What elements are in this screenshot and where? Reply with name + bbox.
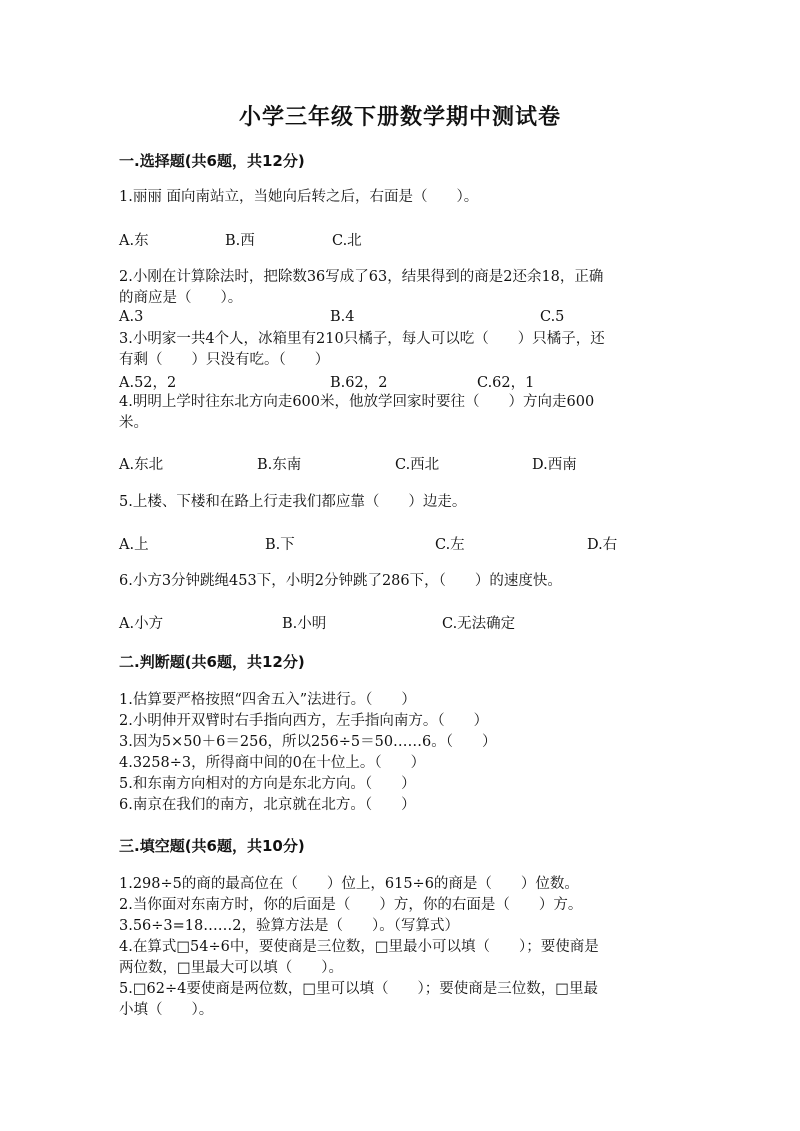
question-text: 3.小明家一共4个人，冰箱里有210只橘子，每人可以吃（ ）只橘子，还 [119, 331, 605, 347]
question-text: 4.明明上学时往东北方向走600米，他放学回家时要往（ ）方向走600 [119, 394, 595, 410]
option-b: B.4 [330, 309, 355, 325]
option-c: C.北 [332, 233, 362, 249]
judge-item: 6.南京在我们的南方，北京就在北方。（ ） [119, 797, 416, 813]
fill-item: 1.298÷5的商的最高位在（ ）位上，615÷6的商是（ ）位数。 [119, 876, 579, 892]
option-b: B.东南 [257, 457, 302, 473]
option-a: A.3 [119, 309, 144, 325]
section-heading-choice: 一.选择题(共6题，共12分) [119, 152, 305, 170]
question-text-cont: 的商应是（ ）。 [119, 290, 243, 306]
section-heading-fill: 三.填空题(共6题，共10分) [119, 837, 305, 855]
judge-item: 5.和东南方向相对的方向是东北方向。（ ） [119, 776, 416, 792]
judge-item: 3.因为5×50＋6＝256，所以256÷5＝50……6。（ ） [119, 734, 497, 750]
fill-item: 4.在算式□54÷6中，要使商是三位数，□里最小可以填（ ）；要使商是 [119, 939, 599, 955]
page-title: 小学三年级下册数学期中测试卷 [238, 105, 561, 130]
option-d: D.右 [587, 537, 618, 553]
judge-item: 2.小明伸开双臂时右手指向西方，左手指向南方。（ ） [119, 713, 489, 729]
option-a: A.东 [119, 233, 149, 249]
question-text: 6.小方3分钟跳绳453下，小明2分钟跳了286下，（ ）的速度快。 [119, 573, 562, 589]
option-b: B.62，2 [330, 375, 388, 391]
option-a: A.52，2 [119, 375, 177, 391]
question-text: 1.丽丽 面向南站立，当她向后转之后，右面是（ ）。 [119, 189, 479, 205]
judge-item: 4.3258÷3，所得商中间的0在十位上。（ ） [119, 755, 426, 771]
section-heading-judge: 二.判断题(共6题，共12分) [119, 653, 305, 671]
option-b: B.小明 [282, 616, 327, 632]
fill-item: 2.当你面对东南方时，你的后面是（ ）方，你的右面是（ ）方。 [119, 897, 583, 913]
option-c: C.左 [435, 537, 465, 553]
question-text-cont: 米。 [119, 415, 148, 431]
option-a: A.上 [119, 537, 149, 553]
option-c: C.西北 [395, 457, 440, 473]
fill-item-cont: 小填（ ）。 [119, 1002, 214, 1018]
option-c: C.5 [540, 309, 565, 325]
option-a: A.小方 [119, 616, 164, 632]
option-c: C.无法确定 [442, 616, 516, 632]
option-b: B.西 [225, 233, 255, 249]
option-d: D.西南 [532, 457, 577, 473]
option-b: B.下 [265, 537, 295, 553]
question-text: 2.小刚在计算除法时，把除数36写成了63，结果得到的商是2还余18，正确 [119, 269, 604, 285]
fill-item: 5.□62÷4要使商是两位数，□里可以填（ ）；要使商是三位数，□里最 [119, 981, 599, 997]
option-c: C.62，1 [477, 375, 535, 391]
question-text-cont: 有剩（ ）只没有吃。（ ） [119, 352, 330, 368]
question-text: 5.上楼、下楼和在路上行走我们都应靠（ ）边走。 [119, 494, 467, 510]
fill-item: 3.56÷3=18……2，验算方法是（ ）。（写算式） [119, 918, 459, 934]
judge-item: 1.估算要严格按照“四舍五入”法进行。（ ） [119, 692, 416, 708]
option-a: A.东北 [119, 457, 164, 473]
fill-item-cont: 两位数，□里最大可以填（ ）。 [119, 960, 343, 976]
